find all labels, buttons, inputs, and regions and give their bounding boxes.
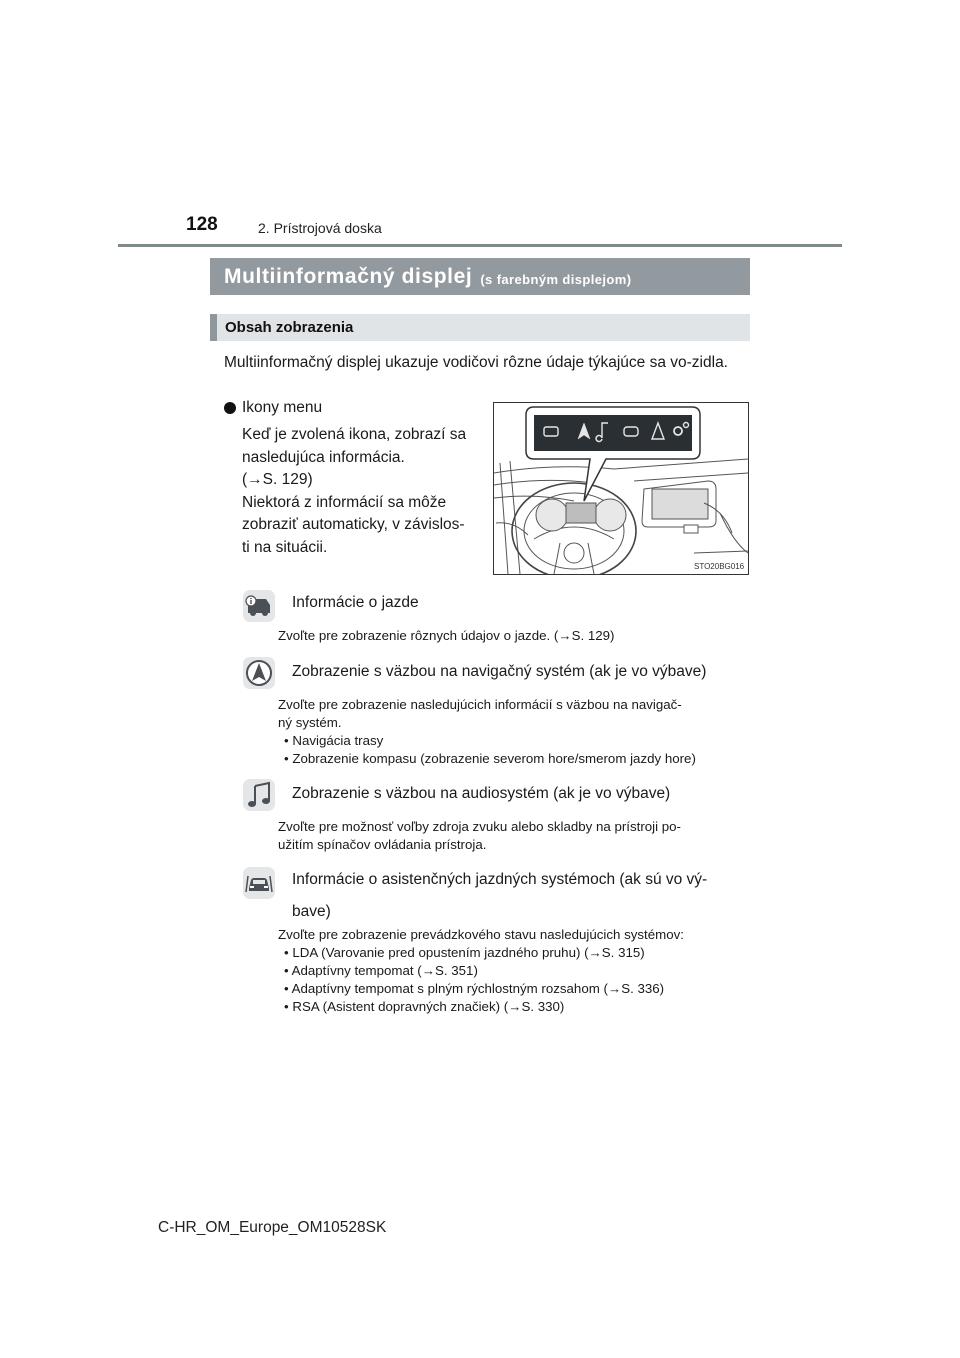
music-note-icon [242,778,276,812]
driving-info-icon [242,589,276,623]
bullet-dot [224,402,236,414]
section-heading-bar [210,258,750,295]
list-item-text: RSA (Asistent dopravných značiek) (→S. 330) [292,999,565,1014]
section-title: Multiinformačný displej [224,264,473,288]
menu-desc-line: ti na situácii. [242,538,328,556]
menu-desc-line: Niektorá z informácií sa môže [242,493,447,511]
list-item: • Zobrazenie kompasu (zobrazenie severom hore/smerom jazdy hore) [284,751,696,766]
item-heading: Informácie o jazde [292,594,419,611]
header-rule [118,244,842,247]
chapter-title: 2. Prístrojová doska [258,220,382,236]
item-heading-line: bave) [292,903,331,920]
intro-paragraph: Multiinformačný displej ukazuje vodičovi rôzne údaje týkajúce sa vo-zidla. [224,354,728,371]
item-desc-line: Zvoľte pre zobrazenie rôznych údajov o jazde. (→S. 129) [278,628,615,643]
item-desc-line: Zvoľte pre možnosť voľby zdroja zvuku alebo skladby na prístroji po- [278,819,681,834]
list-item-text: LDA (Varovanie pred opustením jazdného pruhu) (→S. 315) [292,945,645,960]
list-item-text: Zobrazenie kompasu (zobrazenie severom hore/smerom jazdy hore) [292,751,696,766]
navigation-icon [242,656,276,690]
subsection-title: Obsah zobrazenia [225,319,354,336]
list-item-text: Navigácia trasy [292,733,384,748]
list-item-text: Adaptívny tempomat s plným rýchlostným rozsahom (→S. 336) [291,981,665,996]
section-subtitle: (s farebným displejom) [480,272,632,287]
list-item-text: Adaptívny tempomat (→S. 351) [291,963,478,978]
item-desc-line: ný systém. [278,715,342,730]
item-description [278,818,681,854]
item-desc-line: Zvoľte pre zobrazenie prevádzkového stavu nasledujúcich systémov: [278,927,684,942]
list-item: • Adaptívny tempomat (→S. 351) [284,963,478,978]
document-footer: C-HR_OM_Europe_OM10528SK [158,1219,387,1236]
page-number: 128 [186,214,218,235]
menu-desc-line: nasledujúca informácia. [242,448,405,466]
list-item: • Adaptívny tempomat s plným rýchlostným rozsahom (→S. 336) [284,981,665,996]
menu-desc-line: zobraziť automaticky, v závislos- [242,516,465,533]
subsection-heading-bar [210,314,750,341]
illustration-code: STO20BG016 [694,562,745,571]
menu-desc-line: (→S. 129) [242,471,313,488]
menu-icons-description [242,424,486,559]
item-description [278,696,696,768]
dashboard-drawing [494,403,748,574]
menu-desc-line: Keď je zvolená ikona, zobrazí sa [242,426,467,443]
subsection-accent [210,314,217,341]
menu-icons-bullet [224,396,322,420]
item-desc-line: Zvoľte pre zobrazenie nasledujúcich informácií s väzbou na navigač- [278,697,682,712]
item-heading-line: Informácie o asistenčných jazdných systémoch (ak sú vo vý- [292,871,708,888]
item-heading [292,864,707,928]
dashboard-illustration [493,402,749,575]
item-desc-line: užitím spínačov ovládania prístroja. [278,837,487,852]
list-item: • Navigácia trasy [284,733,384,748]
list-item: • LDA (Varovanie pred opustením jazdného pruhu) (→S. 315) [284,945,645,960]
driver-assist-icon [242,866,276,900]
item-description [278,926,684,1016]
item-description [278,627,614,645]
item-heading: Zobrazenie s väzbou na audiosystém (ak je vo výbave) [292,785,671,802]
list-item: • RSA (Asistent dopravných značiek) (→S. 330) [284,999,565,1014]
item-heading: Zobrazenie s väzbou na navigačný systém (ak je vo výbave) [292,663,707,680]
menu-icons-label: Ikony menu [242,399,323,416]
